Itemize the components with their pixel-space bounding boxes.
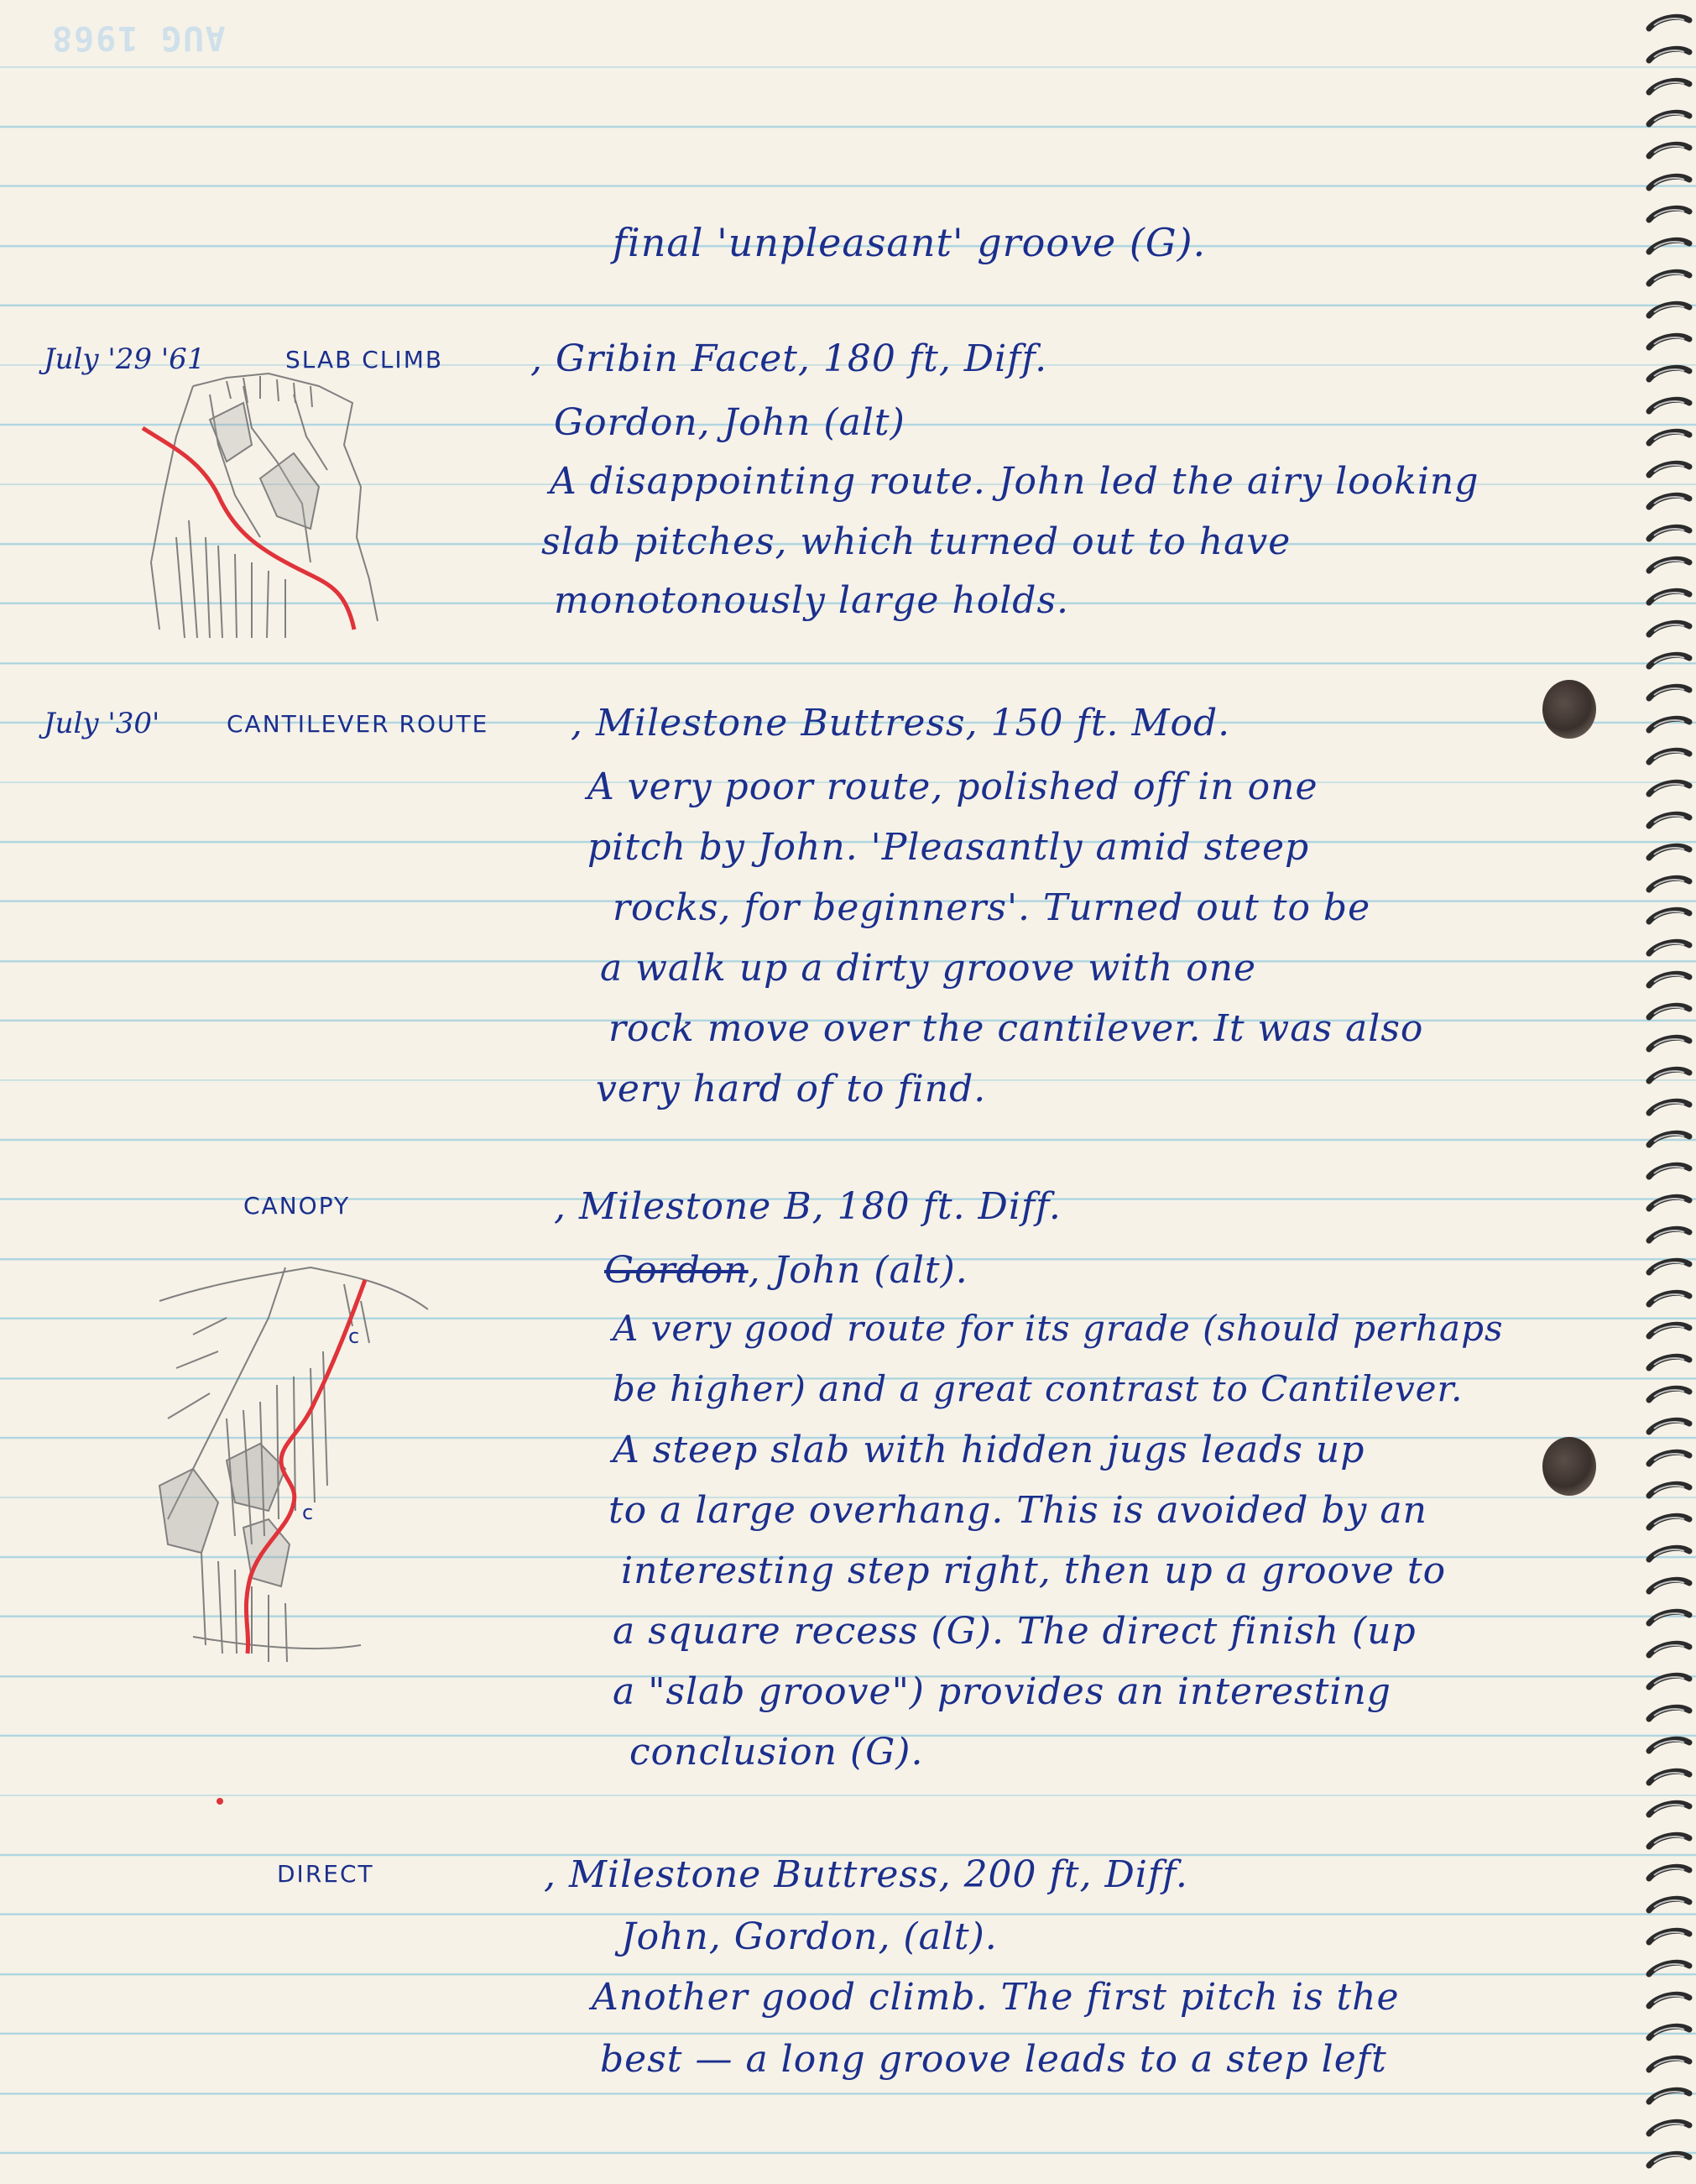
slab-climb-sketch [126, 369, 394, 646]
entry-text-line: pitch by John. 'Pleasantly amid steep [587, 826, 1310, 869]
entry-text-line: A steep slab with hidden jugs leads up [613, 1429, 1365, 1471]
entry-text-line: a walk up a dirty groove with one [600, 947, 1257, 990]
punch-hole [1542, 1437, 1596, 1496]
entry-text-line: monotonously large holds. [554, 579, 1070, 622]
entry-details: , Milestone Buttress, 150 ft. Mod. [571, 702, 1231, 745]
entry-text-line: A very poor route, polished off in one [587, 765, 1318, 808]
entry-details: , Milestone B, 180 ft. Diff. [554, 1185, 1062, 1228]
spiral-binding [1637, 0, 1696, 2184]
struck-name: Gordon [604, 1249, 749, 1292]
party-rest: , John (alt). [748, 1249, 968, 1292]
sketch-mark: c [348, 1325, 360, 1348]
entry-text-line: a "slab groove") provides an interesting [613, 1670, 1391, 1713]
sketch-mark: c [302, 1501, 314, 1524]
entry-text-line: slab pitches, which turned out to have [541, 520, 1292, 563]
punch-hole [1542, 680, 1596, 739]
entry-route-name: DIRECT [277, 1860, 374, 1888]
entry-party: Gordon, John (alt) [554, 401, 905, 444]
entry-text-line: rocks, for beginners'. Turned out to be [613, 886, 1371, 929]
entry-party [604, 1249, 968, 1292]
entry-text-line: A disappointing route. John led the airy looking [550, 460, 1479, 503]
date-stamp: AUG 1968 [50, 18, 226, 57]
entry-text-line: interesting step right, then up a groove to [621, 1549, 1447, 1592]
entry-text-line: best — a long groove leads to a step left [600, 2038, 1387, 2081]
entry-party: John, Gordon, (alt). [621, 1915, 998, 1958]
canopy-sketch [143, 1251, 445, 1670]
entry-route-name: CANTILEVER ROUTE [227, 710, 489, 738]
entry-text-line: very hard of to find. [596, 1068, 987, 1110]
page-heading: final 'unpleasant' groove (G). [613, 220, 1207, 265]
entry-text-line: a square recess (G). The direct finish (up [613, 1610, 1417, 1653]
entry-text-line: rock move over the cantilever. It was also [608, 1007, 1424, 1050]
entry-details: , Milestone Buttress, 200 ft, Diff. [544, 1853, 1188, 1896]
red-dot [217, 1798, 223, 1805]
entry-text-line: to a large overhang. This is avoided by an [608, 1489, 1427, 1532]
entry-details: , Gribin Facet, 180 ft, Diff. [530, 337, 1048, 380]
entry-route-name: CANOPY [243, 1192, 351, 1220]
entry-text-line: A very good route for its grade (should perhaps [613, 1308, 1504, 1349]
entry-date: July '30' [44, 707, 160, 740]
entry-route-name: SLAB CLIMB [285, 346, 444, 374]
entry-date: July '29 '61 [44, 342, 206, 376]
entry-text-line: be higher) and a great contrast to Cantilever. [613, 1368, 1464, 1409]
entry-text-line: conclusion (G). [629, 1731, 924, 1774]
entry-text-line: Another good climb. The first pitch is the [592, 1976, 1400, 2019]
